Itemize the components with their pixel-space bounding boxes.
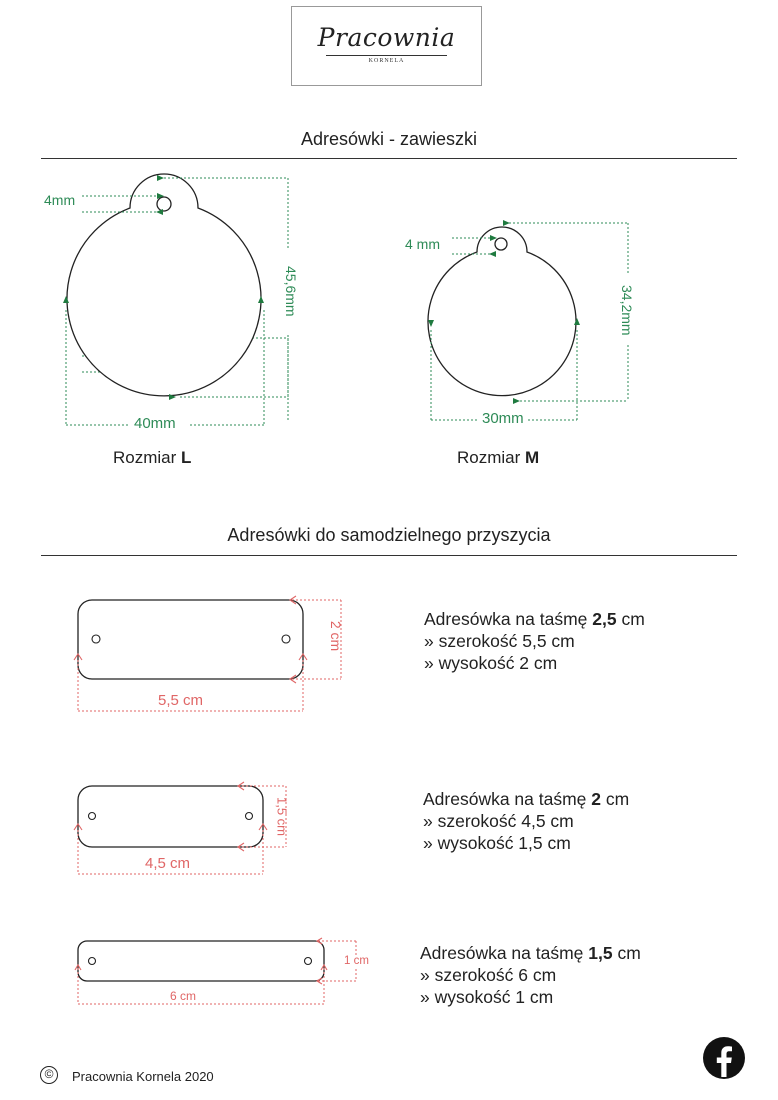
plate-2-title-unit: cm	[601, 789, 630, 809]
plate-1-width: » szerokość 5,5 cm	[424, 631, 575, 651]
footer-text: Pracownia Kornela 2020	[72, 1069, 214, 1084]
plate-1-height-label: 2 cm	[328, 620, 344, 652]
plate-2-width-label: 4,5 cm	[145, 855, 191, 872]
plate-2-shape	[78, 786, 263, 847]
tag-l-hole-label: 4mm	[44, 192, 76, 208]
plate-3-title-prefix: Adresówka na taśmę	[420, 943, 589, 963]
plate-3-title-unit: cm	[612, 943, 641, 963]
tag-m-caption-size: M	[525, 448, 540, 467]
plate-2-title-prefix: Adresówka na taśmę	[423, 789, 592, 809]
facebook-icon[interactable]	[702, 1036, 746, 1080]
plate-1-height: » wysokość 2 cm	[424, 653, 558, 673]
plate-3-width: » szerokość 6 cm	[420, 965, 557, 985]
plate-1-shape	[78, 600, 303, 679]
logo-script: Pracownia	[317, 23, 456, 52]
plate-3-height-label: 1 cm	[344, 955, 369, 967]
plate-2-title-size: 2	[591, 789, 602, 809]
plate-1-title	[424, 608, 645, 630]
plate-1-title-unit: cm	[616, 609, 645, 629]
section-title-sewn: Adresówki do samodzielnego przyszycia	[227, 525, 551, 545]
plate-2-title	[423, 788, 629, 810]
tag-l-width-label: 40mm	[134, 415, 176, 432]
plate-1-width-label: 5,5 cm	[158, 692, 204, 709]
plate-3-title	[420, 942, 641, 964]
plate-1-title-size: 2,5	[592, 609, 617, 629]
tag-m-hole-label: 4 mm	[405, 236, 440, 252]
tag-m-width-label: 30mm	[482, 410, 524, 427]
plate-2-height-label: 1,5 cm	[274, 796, 290, 836]
plate-1-description	[424, 608, 645, 674]
tag-l-caption-size: L	[181, 448, 192, 467]
tag-m-height-label: 34,2mm	[619, 285, 635, 336]
tag-l-height-label: 45,6mm	[283, 266, 299, 317]
copyright-icon: ©	[40, 1066, 58, 1084]
plate-2-description	[423, 788, 629, 854]
plate-3-width-label: 6 cm	[170, 989, 197, 1003]
tag-l-caption-prefix: Rozmiar	[113, 448, 182, 467]
plate-2-width: » szerokość 4,5 cm	[423, 811, 574, 831]
section-title-tags: Adresówki - zawieszki	[300, 129, 478, 149]
plate-3-title-size: 1,5	[588, 943, 613, 963]
plate-1-title-prefix: Adresówka na taśmę	[424, 609, 593, 629]
plate-2-height: » wysokość 1,5 cm	[423, 833, 571, 853]
tag-m-caption-prefix: Rozmiar	[457, 448, 526, 467]
logo-subtitle: KORNELA	[368, 58, 405, 64]
plate-3-description	[420, 942, 641, 1008]
plate-3-shape	[78, 941, 324, 981]
plate-3-height: » wysokość 1 cm	[420, 987, 554, 1007]
